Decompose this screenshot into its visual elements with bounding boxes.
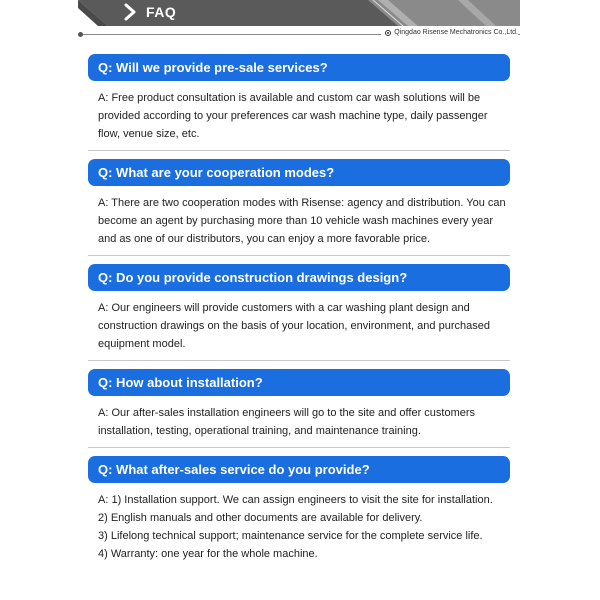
faq-list (0, 54, 600, 563)
company-name: Qingdao Risense Mechatronics Co.,Ltd. (394, 29, 518, 36)
faq-answer (98, 491, 510, 563)
faq-item (0, 159, 600, 256)
faq-item (0, 369, 600, 448)
faq-question: Q: How about installation? (88, 369, 510, 396)
faq-question: Q: What are your cooperation modes? (88, 159, 510, 186)
answer-paragraph: A: 1) Installation support. We can assign engineers to visit the site for installation. (98, 494, 493, 506)
faq-item (0, 54, 600, 151)
chevron-right-icon (120, 2, 142, 22)
faq-question: Q: Do you provide construction drawings design? (88, 264, 510, 291)
header-background (78, 0, 520, 26)
faq-question: Q: Will we provide pre-sale services? (88, 54, 510, 81)
faq-answer (98, 194, 510, 248)
faq-answer (98, 299, 510, 353)
answer-paragraph: 2) English manuals and other documents are available for delivery. (98, 512, 423, 524)
faq-question: Q: What after-sales service do you provide? (88, 456, 510, 483)
faq-answer (98, 404, 510, 440)
answer-paragraph: 4) Warranty: one year for the whole machine. (98, 548, 318, 560)
answer-paragraph: A: Free product consultation is available and custom car wash solutions will be provided according to your preferences car wash machine type, daily passenger flow, venue size, etc. (98, 92, 488, 140)
header-banner (78, 0, 520, 26)
answer-paragraph: A: Our after-sales installation engineers will go to the site and offer customers installation, testing, operational training, and maintenance training. (98, 407, 476, 437)
page-title: FAQ (146, 4, 177, 20)
location-icon (385, 30, 391, 36)
faq-answer (98, 89, 510, 143)
company-label (381, 28, 518, 38)
faq-item (0, 264, 600, 361)
faq-item (0, 456, 600, 563)
answer-paragraph: A: There are two cooperation modes with Risense: agency and distribution. You can become an agent by purchasing more than 10 vehicle wash machines every year and as one of our distributors, you can enjoy a more favorable price. (98, 197, 506, 245)
header-rule-dot (78, 32, 83, 37)
answer-paragraph: 3) Lifelong technical support; maintenance service for the complete service life. (98, 530, 483, 542)
answer-paragraph: A: Our engineers will provide customers with a car washing plant design and construction drawings on the basis of your location, environment, and purchased equipment model. (98, 302, 490, 350)
